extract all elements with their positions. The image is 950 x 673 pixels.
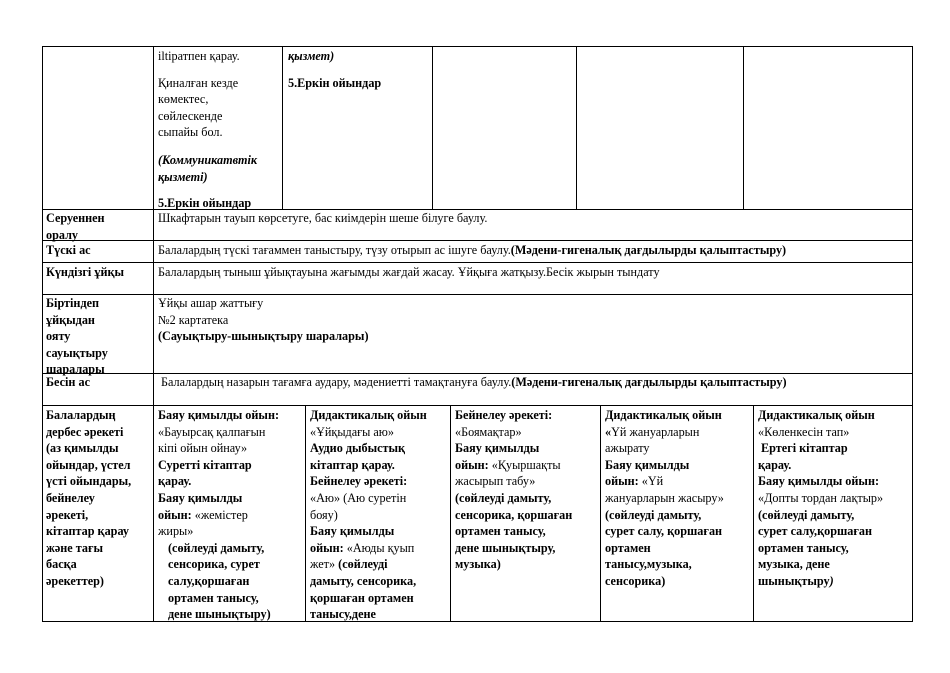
text-line: музыка) [455,557,501,572]
label-line: сауықтыру [46,345,108,360]
text-line: «Ұйқыдағы аю» [310,424,394,439]
text-line: «Көленкесін тап» [758,424,850,439]
row-divider [42,262,912,263]
row-label-wakeup [46,295,151,378]
text-line: Баяу қимылды [158,490,243,505]
column-divider [153,46,154,622]
text-line: іltipатпен қарау. [158,49,240,63]
table-border-right [912,46,913,622]
label-line: Балалардың [46,408,116,422]
top-col2-cell [158,48,280,212]
text-line: Дидактикалық ойын [605,408,722,422]
text-line: қызмет) [288,49,335,63]
text-line: Баяу қимылды ойын: [758,474,880,489]
row-divider [42,405,912,406]
label-line: үсті ойындары, [46,474,132,489]
column-divider [432,46,433,210]
row-text: Балалардың тыныш ұйықтауына жағымды жағдай жасау. Ұйқыға жатқызу.Бесік жырын тындату [158,265,660,279]
text-line: танысу,дене [310,607,376,622]
column-divider [450,405,451,622]
column-divider [753,405,754,622]
row-text: Балалардың түскі тағаммен таныстыру, түзу отырып ас ішуге баулу. [158,243,511,257]
text-line: музыка, дене [758,557,830,572]
row-label-nap [46,264,151,281]
text-line: «Қуыршақты [491,457,561,472]
column-divider [305,405,306,622]
row-text: Балалардың назарын тағамға аудару, мәдениетті тамақтануға баулу. [158,375,512,389]
label-line: оралу [46,227,79,242]
text-line: Бейнелеу әрекеті: [310,474,408,489]
text-line: сөйлескенде [158,108,223,123]
label-line: ұйқыдан [46,312,95,327]
text-line: Дидактикалық ойын [310,408,427,422]
row-text-bold: (Мәдени-гигеналық дағдылырды қалыптастыру) [511,375,787,389]
text-line: ойын: [158,507,195,522]
text-line: ) [829,573,834,588]
text-line: Қиналған кезде [158,75,239,90]
text-line: көмектес, [158,92,209,107]
text-line: салу,қоршаған [168,573,250,588]
text-line: қоршаған ортамен [310,590,414,605]
text-line: «Үй [641,474,664,489]
text-line: «Бауырсақ қалпағын [158,424,266,439]
text-line: «Боямақтар» [455,424,522,439]
row-content-return-walk [158,210,910,227]
text-line: «жемістер [194,507,248,522]
row-content-nap [158,264,910,281]
text-line: ортамен танысу, [758,540,849,555]
text-line: дене шынықтыру) [168,607,271,622]
label-line: Біртіндеп [46,296,100,310]
text-line: (сөйлеуді [338,557,388,572]
text-line: «Аю» (Аю суретін [310,490,407,505]
row-label-lunch [46,242,151,259]
text-line: қарау. [158,474,192,489]
label-line: ойындар, үстел [46,457,131,472]
text-line: жануарларын жасыру» [605,490,724,505]
row-text: Ұйқы ашар жаттығу [158,296,264,310]
text-line: Баяу қимылды ойын: [158,408,280,422]
text-line: ажырату [605,441,650,456]
label-line: (аз қимылды [46,441,119,456]
table-border-top [42,46,912,47]
top-col3-cell [288,48,430,91]
text-line: Бейнелеу әрекеті: [455,408,553,422]
row-text-bold: (Мәдени-гигеналық дағдылырды қалыптастыру) [510,243,787,257]
text-line: кітаптар қарау. [310,457,395,472]
row-divider [42,240,912,241]
label-line: ояту [46,329,71,344]
row-content-snack [158,374,910,391]
text-line: шынықтыру [758,573,830,588]
activity-day-2 [310,407,449,623]
activity-day-4 [605,407,752,590]
text-line: Баяу қимылды [605,457,690,472]
label-line: Серуеннен [46,211,105,225]
activity-day-3 [455,407,599,573]
text-line: сенсорика, қоршаған [455,507,573,522]
text-line: Дидактикалық ойын [758,408,875,422]
label-line: және тағы [46,540,104,555]
row-text: №2 картатека [158,312,229,327]
text-line: сурет салу, қоршаған [605,524,723,539]
label-line: бейнелеу [46,490,95,505]
text-line: бояу) [310,507,338,522]
text-line: ортамен [605,540,651,555]
text-line: (сөйлеуді дамыту, [455,490,552,505]
text-line: сыпайы бол. [158,125,223,140]
text-line: (сөйлеуді дамыту, [605,507,702,522]
text-line: ойын: [455,457,492,472]
column-divider [282,46,283,210]
text-line: Баяу қимылды [310,524,395,539]
text-line: « [605,424,612,439]
text-line: ойын: [605,474,642,489]
text-line: 5.Еркін ойындар [288,75,382,90]
text-line: кіпі ойын ойнау» [158,441,248,456]
row-label-return-walk [46,210,151,243]
text-line: жет» [310,557,339,572]
text-line: «Аюды қуып [346,540,415,555]
text-line: танысу,музыка, [605,557,692,572]
text-line: «Допты тордан лақтыр» [758,490,884,505]
label-line: шаралары [46,362,105,377]
text-line: Суретті кітаптар [158,457,252,472]
text-line: ортамен танысу, [455,524,546,539]
row-content-lunch [158,242,910,259]
label-line: кітаптар қарау [46,524,130,539]
activity-day-5 [758,407,910,590]
text-line: дамыту, сенсорика, [310,573,417,588]
text-line: сенсорика, сурет [168,557,260,572]
row-content-wakeup [158,295,910,345]
text-line: сурет салу,қоршаған [758,524,873,539]
text-line: сенсорика) [605,573,666,588]
activity-day-1 [158,407,304,623]
row-text-bold: (Сауықтыру-шынықтыру шаралары) [158,329,369,344]
text-line: 5.Еркін ойындар [158,196,252,211]
text-line: қызметі) [158,169,208,184]
row-label-snack [46,374,151,391]
text-line: қарау. [758,457,792,472]
text-line: (сөйлеуді дамыту, [758,507,855,522]
label-line: Бесін ас [46,375,90,389]
text-line: Үй жануарларын [611,424,700,439]
column-divider [576,46,577,210]
text-line: дене шынықтыру, [455,540,556,555]
column-divider [743,46,744,210]
column-divider [600,405,601,622]
text-line: ортамен танысу, [168,590,259,605]
text-line: Баяу қимылды [455,441,540,456]
text-line: (сөйлеуді дамыту, [168,540,265,555]
text-line: ойын: [310,540,347,555]
label-line: әрекеттер) [46,573,104,588]
label-line: әрекеті, [46,507,89,522]
label-line: дербес әрекеті [46,424,124,439]
text-line: жасырып табу» [455,474,536,489]
label-line: Түскі ас [46,243,91,257]
label-line: басқа [46,557,77,572]
text-line: Аудио дыбыстық [310,441,406,456]
label-line: Күндізгі ұйқы [46,265,125,279]
table-border-left [42,46,43,622]
row-label-activities [46,407,151,590]
text-line: жиры» [158,524,194,539]
text-line: (Коммуникатвтік [158,152,258,167]
row-text: Шкафтарын тауып көрсетуге, бас киімдерін шеше білуге баулу. [158,211,488,225]
text-line: Ертегі кітаптар [758,441,848,456]
